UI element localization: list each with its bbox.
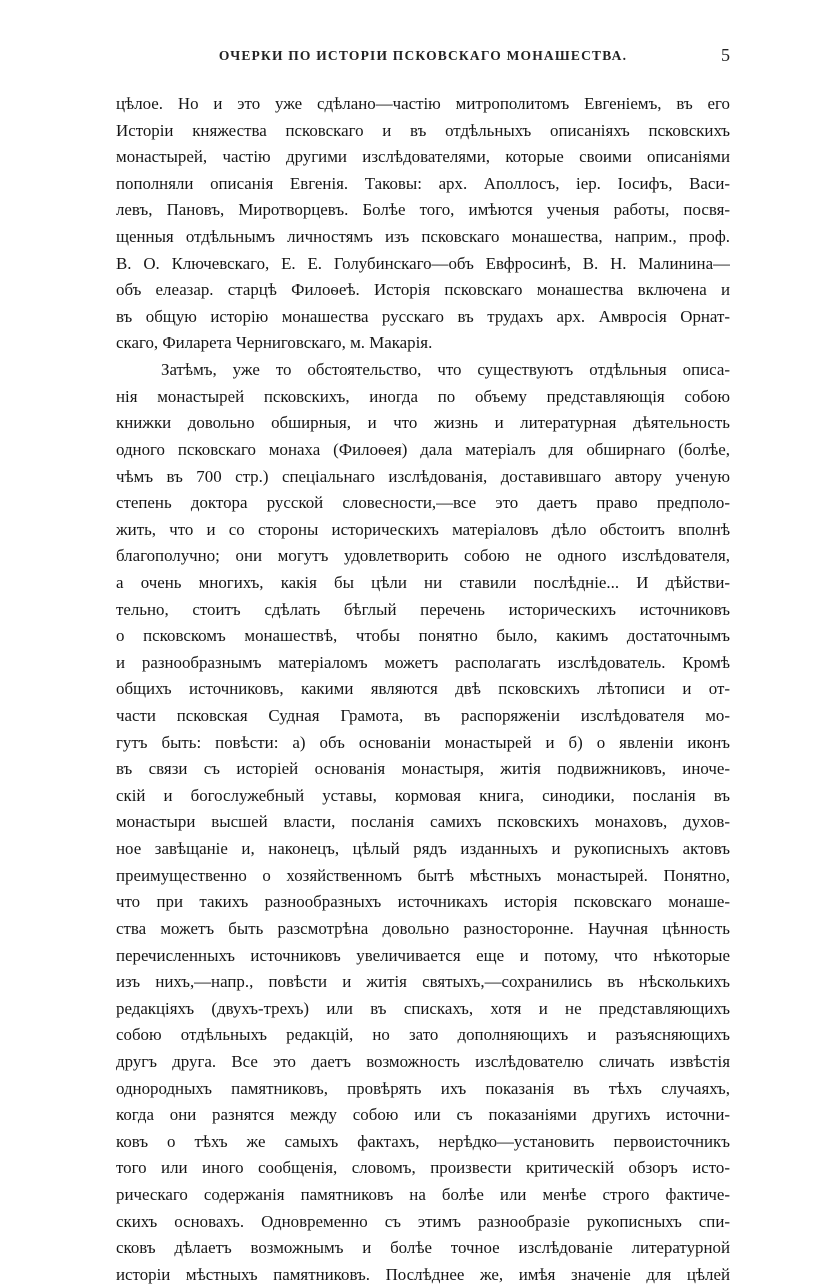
text-line: другъ друга. Все это даетъ возможность изслѣдователю сличать извѣстія (116, 1051, 730, 1071)
running-title: ОЧЕРКИ ПО ИСТОРІИ ПСКОВСКАГО МОНАШЕСТВА. (218, 48, 628, 63)
text-line: монастыри высшей власти, посланія самихъ псковскихъ монаховъ, духов- (116, 812, 730, 832)
text-line: общихъ источниковъ, какими являются двѣ псковскихъ лѣтописи и от- (116, 679, 730, 699)
text-line: а очень многихъ, какія бы цѣли ни ставили послѣдніе... И дѣйстви- (116, 572, 730, 592)
text-line: одного псковскаго монаха (Филоѳея) дала матеріалъ для обширнаго (болѣе, (116, 439, 730, 459)
text-line: пополняли описанія Евгенія. Таковы: арх. Аполлосъ, іер. Іосифъ, Васи- (116, 173, 730, 193)
text-line: и разнообразнымъ матеріаломъ можетъ располагать изслѣдователь. Кромѣ (116, 652, 730, 672)
text-line: чѣмъ въ 700 стр.) спеціальнаго изслѣдованія, доставившаго автору ученую (116, 466, 730, 486)
text-line: перечисленныхъ источниковъ увеличивается еще и потому, что нѣкоторые (116, 945, 730, 965)
text-line: сковъ дѣлаетъ возможнымъ и болѣе точное изслѣдованіе литературной (116, 1238, 730, 1258)
text-line: нія монастырей псковскихъ, иногда по объему представляющія собою (116, 386, 730, 406)
body-text (116, 91, 730, 1288)
text-line: степень доктора русской словесности,—все это даетъ право предполо- (116, 493, 730, 513)
text-line: гутъ быть: повѣсти: а) объ основаніи монастырей и б) о явленіи иконъ (116, 732, 730, 752)
text-line: того или иного сообщенія, словомъ, произвести критическій обзоръ исто- (116, 1158, 730, 1178)
text-line: рическаго содержанія памятниковъ на болѣе или менѣе строго фактиче- (116, 1184, 730, 1204)
text-line: когда они разнятся между собою или съ показаніями другихъ источни- (116, 1105, 730, 1125)
text-line: В. О. Ключевскаго, Е. Е. Голубинскаго—объ Евфросинѣ, В. Н. Малинина— (116, 253, 730, 273)
text-line: монастырей, частію другими изслѣдователями, которые своими описаніями (116, 147, 730, 167)
text-line: жить, что и со стороны историческихъ матеріаловъ дѣло обстоитъ вполнѣ (116, 519, 730, 539)
text-line: объ елеазар. старцѣ Филоѳеѣ. Исторія псковскаго монашества включена и (116, 280, 730, 300)
text-line: преимущественно о хозяйственномъ бытѣ мѣстныхъ монастырей. Понятно, (116, 865, 730, 885)
text-line: въ связи съ исторіей основанія монастыря, житія подвижниковъ, иноче- (116, 759, 730, 779)
text-line: ное завѣщаніе и, наконецъ, цѣлый рядъ изданныхъ и рукописныхъ актовъ (116, 839, 730, 859)
text-line: въ общую исторію монашества русскаго въ трудахъ арх. Амвросія Орнат- (116, 306, 730, 326)
text-line: скихъ основахъ. Одновременно съ этимъ разнообразіе рукописныхъ спи- (116, 1211, 730, 1231)
text-line: скій и богослужебный уставы, кормовая книга, синодики, посланія въ (116, 785, 730, 805)
text-line: книжки довольно обширныя, и что жизнь и литературная дѣятельность (116, 413, 730, 433)
running-header (116, 45, 730, 72)
page-number: 5 (721, 45, 730, 65)
text-line: однородныхъ памятниковъ, провѣрять ихъ показанія въ тѣхъ случаяхъ, (116, 1078, 730, 1098)
text-line: Исторіи княжества псковскаго и въ отдѣльныхъ описаніяхъ псковскихъ (116, 120, 730, 140)
text-line: тельно, стоитъ сдѣлать бѣглый перечень историческихъ источниковъ (116, 599, 730, 619)
text-line: части псковская Судная Грамота, въ распоряженіи изслѣдователя мо- (116, 706, 730, 726)
text-line: о псковскомъ монашествѣ, чтобы понятно было, какимъ достаточнымъ (116, 626, 730, 646)
text-line: редакціяхъ (двухъ-трехъ) или въ спискахъ, хотя и не представляющихъ (116, 998, 730, 1018)
text-line: собою отдѣльныхъ редакцій, но зато дополняющихъ и разъясняющихъ (116, 1025, 730, 1045)
text-line: цѣлое. Но и это уже сдѣлано—частію митрополитомъ Евгеніемъ, въ его (116, 94, 730, 113)
text-line: ства можетъ быть разсмотрѣна довольно разносторонне. Научная цѣнность (116, 918, 730, 938)
text-line: щенныя отдѣльнымъ личностямъ изъ псковскаго монашества, наприм., проф. (116, 227, 730, 247)
text-line: что при такихъ разнообразныхъ источникахъ исторія псковскаго монаше- (116, 892, 730, 912)
text-line: Затѣмъ, уже то обстоятельство, что существуютъ отдѣльныя описа- (161, 360, 730, 380)
text-line: благополучно; они могутъ удовлетворить собою не одного изслѣдователя, (116, 546, 730, 566)
text-line: исторіи мѣстныхъ памятниковъ. Послѣднее же, имѣя значеніе для цѣлей (116, 1264, 730, 1284)
text-line: левъ, Пановъ, Миротворцевъ. Болѣе того, имѣются ученыя работы, посвя- (116, 200, 730, 220)
text-line: изъ нихъ,—напр., повѣсти и житія святыхъ,—сохранились въ нѣсколькихъ (116, 972, 730, 992)
text-line: скаго, Филарета Черниговскаго, м. Макарія. (116, 333, 433, 353)
text-line: ковъ о тѣхъ же самыхъ фактахъ, нерѣдко—установить первоисточникъ (116, 1131, 730, 1151)
